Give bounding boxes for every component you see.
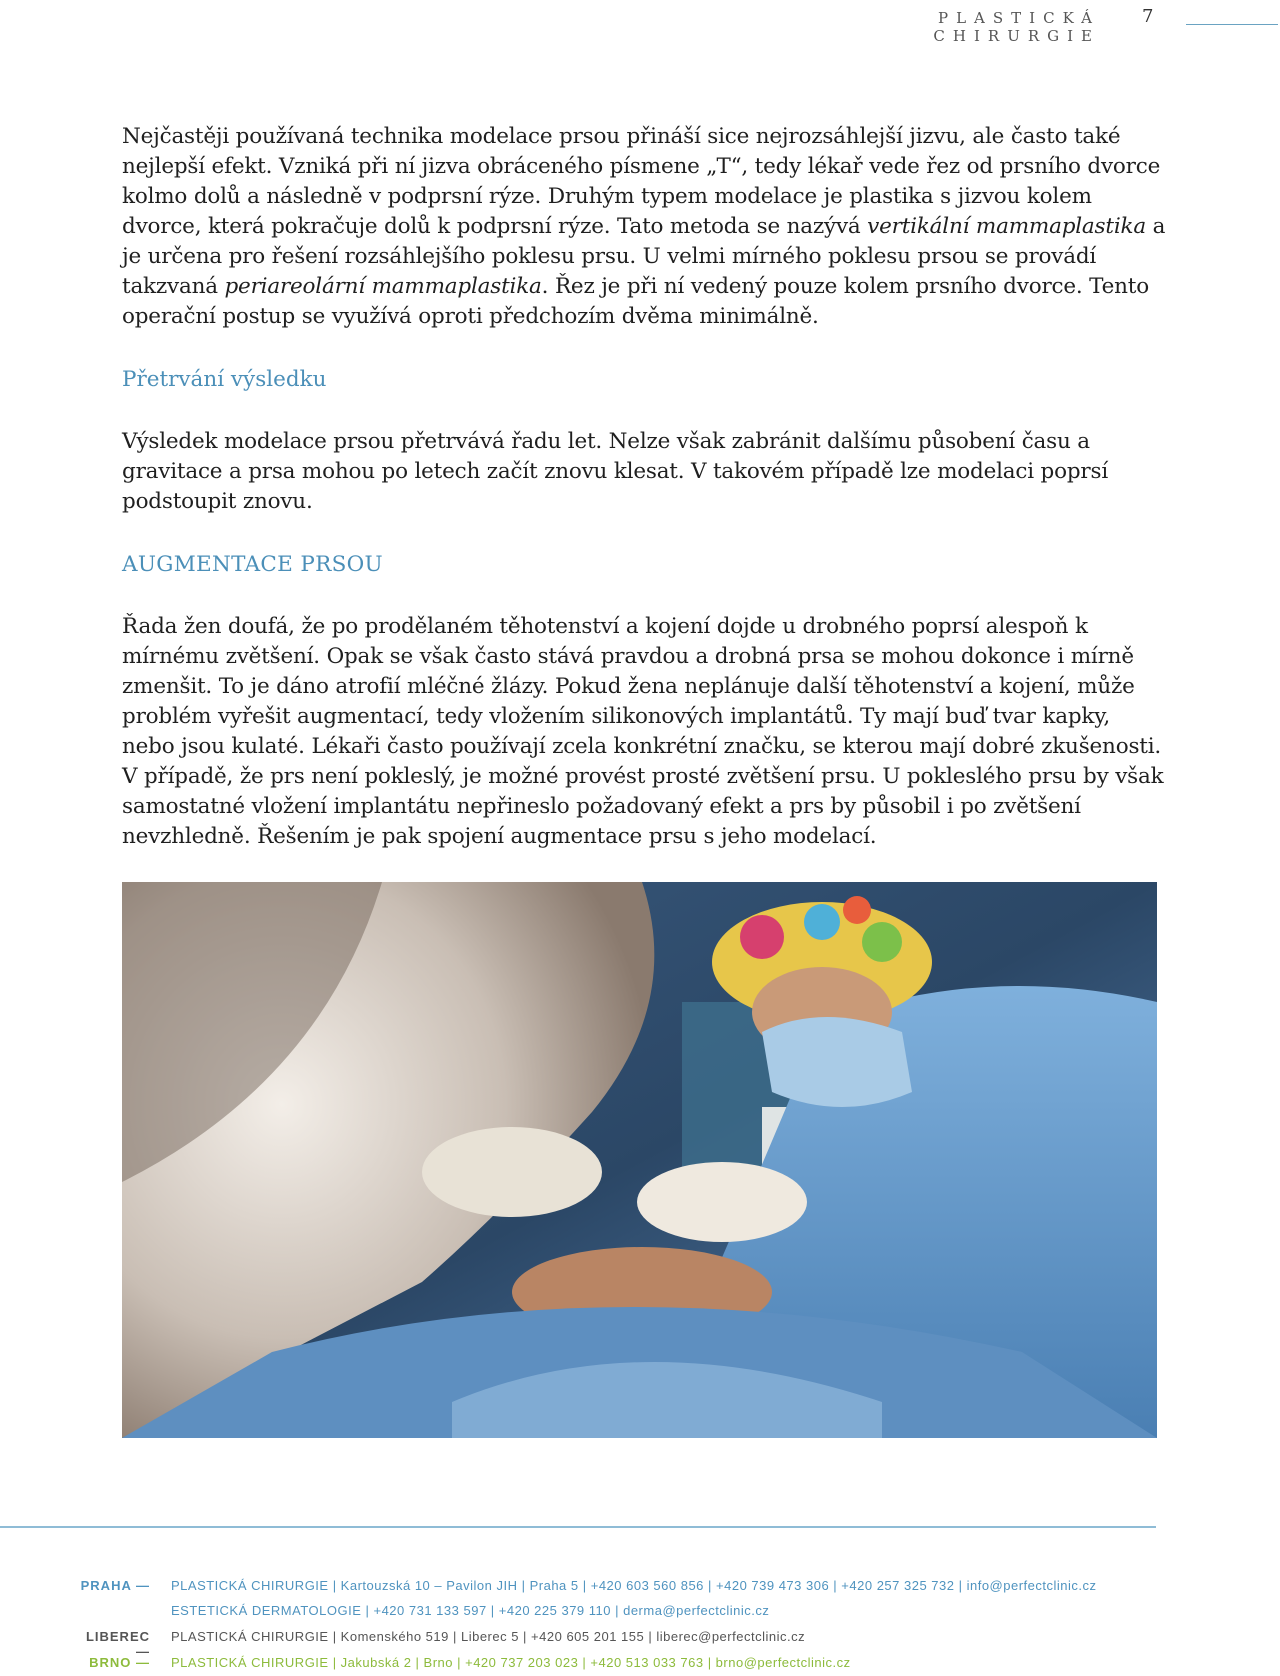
heading-augmentace: AUGMENTACE PRSOU [122,552,383,577]
paragraph-modelace [122,122,1167,332]
term-vertikalni: vertikální mammaplastika [867,214,1146,239]
page-number: 7 [1142,6,1154,27]
p1-text-c: . Řez je při ní vedený pouze kolem prsního dvorce. Tento operační postup se využívá oproti předchozím dvěma minimálně. [122,274,1149,329]
footer-praha-derma: ESTETICKÁ DERMATOLOGIE | +420 731 133 597 | +420 225 379 110 | derma@perfectclinic.cz [171,1603,770,1618]
paragraph-pretrvani: Výsledek modelace prsou přetrvává řadu let. Nelze však zabránit dalšímu působení času a gravitace a prsa mohou po letech začít znovu klesat. V takovém případě lze modelaci poprsí podstoupit znovu. [122,429,1109,514]
term-periareolarni: periareolární mammaplastika [224,274,542,299]
p1-text-b: a je určena pro řešení rozsáhlejšího poklesu prsu. U velmi mírného poklesu prsou se provádí takzvaná [122,214,1166,299]
surgery-photo [122,882,1157,1438]
header-rule [1186,24,1278,25]
footer-brno: PLASTICKÁ CHIRURGIE | Jakubská 2 | Brno | +420 737 203 023 | +420 513 033 763 | brno@perfectclinic.cz [171,1655,851,1670]
p1-text-a: Nejčastěji používaná technika modelace prsou přináší sice nejrozsáhlejší jizvu, ale často také nejlepší efekt. Vzniká při ní jizva obráceného písmene „T“, tedy lékař vede řez od prsního dvorce kolmo dolů a následně v podprsní rýze. Druhým typem modelace je plastika s jizvou kolem dvorce, která pokračuje dolů k podprsní rýze. Tato metoda se nazývá [122,124,1161,239]
city-label-liberec: LIBEREC — [85,1629,150,1659]
running-head: PLASTICKÁ CHIRURGIE [933,9,1100,45]
footer-praha-plastic: PLASTICKÁ CHIRURGIE | Kartouzská 10 – Pavilon JIH | Praha 5 | +420 603 560 856 | +420 739 473 306 | +420 257 325 732 | info@perfectclinic.cz [171,1578,1097,1593]
paragraph-augmentace: Řada žen doufá, že po prodělaném těhotenství a kojení dojde u drobného poprsí alespoň k mírnému zvětšení. Opak se však často stává pravdou a drobná prsa se mohou dokonce i mírně zmenšit. To je dáno atrofií mléčné žlázy. Pokud žena neplánuje další těhotenství a kojení, může problém vyřešit augmentací, tedy vložením silikonových implantátů. Ty mají buď tvar kapky, nebo jsou kulaté. Lékaři často používají zcela konkrétní značku, se kterou mají dobré zkušenosti. V případě, že prs není pokleslý, je možné provést prosté zvětšení prsu. U pokleslého prsu by však samostatné vložení implantátu nepřineslo požadovaný efekt a prs by působil i po zvětšení nevzhledně. Řešením je pak spojení augmentace prsu s jeho modelací. [122,614,1164,849]
city-label-brno: BRNO — [89,1655,150,1670]
city-label-praha: PRAHA — [80,1578,150,1593]
article-body [122,122,1167,852]
footer-rule [0,1526,1156,1528]
footer-liberec: PLASTICKÁ CHIRURGIE | Komenského 519 | Liberec 5 | +420 605 201 155 | liberec@perfectclinic.cz [171,1629,806,1644]
heading-pretrvani: Přetrvání výsledku [122,367,327,392]
